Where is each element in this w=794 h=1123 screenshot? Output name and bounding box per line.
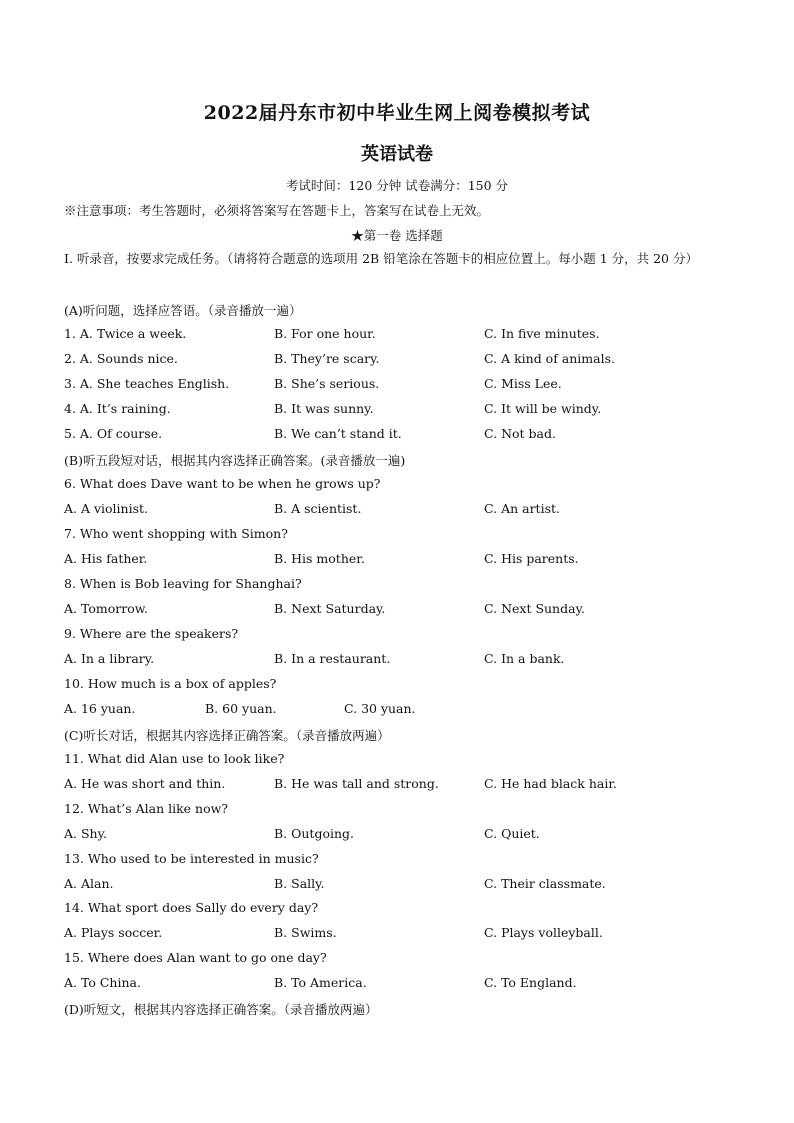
question-row bbox=[0, 326, 794, 346]
question-row bbox=[0, 826, 794, 846]
option-a: A. 16 yuan. bbox=[64, 701, 136, 716]
option-a: A. In a library. bbox=[64, 651, 155, 666]
option-b: B. In a restaurant. bbox=[274, 651, 391, 666]
question-row bbox=[0, 351, 794, 371]
option-b: B. Next Saturday. bbox=[274, 601, 386, 616]
option-a: A. His father. bbox=[64, 551, 148, 566]
question-row bbox=[0, 601, 794, 621]
option-c: C. His parents. bbox=[484, 551, 579, 566]
option-a: 5. A. Of course. bbox=[64, 426, 163, 441]
option-b: B. A scientist. bbox=[274, 501, 362, 516]
question-row bbox=[0, 651, 794, 671]
option-b: B. 60 yuan. bbox=[205, 701, 277, 716]
option-c: C. A kind of animals. bbox=[484, 351, 615, 366]
question-row bbox=[0, 376, 794, 396]
question-text: 6. What does Dave want to be when he grows up? bbox=[64, 476, 381, 491]
option-c: C. In five minutes. bbox=[484, 326, 600, 341]
question-text: 9. Where are the speakers? bbox=[64, 626, 239, 641]
option-c: C. Their classmate. bbox=[484, 876, 606, 891]
option-a: 4. A. It’s raining. bbox=[64, 401, 171, 416]
part-d-heading: (D)听短文，根据其内容选择正确答案。（录音播放两遍） bbox=[64, 1002, 378, 1017]
option-c: C. It will be windy. bbox=[484, 401, 602, 416]
option-c: C. Miss Lee. bbox=[484, 376, 562, 391]
question-row bbox=[0, 701, 794, 721]
option-c: C. An artist. bbox=[484, 501, 560, 516]
question-row bbox=[0, 401, 794, 421]
part-b-heading: (B)听五段短对话，根据其内容选择正确答案。(录音播放一遍) bbox=[64, 453, 406, 468]
option-b: B. We can’t stand it. bbox=[274, 426, 402, 441]
option-a: 3. A. She teaches English. bbox=[64, 376, 230, 391]
option-c: C. In a bank. bbox=[484, 651, 565, 666]
question-row bbox=[0, 776, 794, 796]
part-a-heading: (A)听问题，选择应答语。（录音播放一遍） bbox=[64, 303, 302, 318]
option-b: B. They’re scary. bbox=[274, 351, 380, 366]
section-intro: Ⅰ. 听录音，按要求完成任务。（请将符合题意的选项用 2B 铅笔涂在答题卡的相应位置上。每小题 1 分，共 20 分） bbox=[64, 251, 698, 266]
question-text: 13. Who used to be interested in music? bbox=[64, 851, 319, 866]
option-c: C. He had black hair. bbox=[484, 776, 617, 791]
option-a: 1. A. Twice a week. bbox=[64, 326, 187, 341]
option-a: A. Alan. bbox=[64, 876, 114, 891]
option-b: B. She’s serious. bbox=[274, 376, 380, 391]
exam-title: 2022届丹东市初中毕业生网上阅卷模拟考试 bbox=[203, 102, 591, 124]
question-text: 8. When is Bob leaving for Shanghai? bbox=[64, 576, 302, 591]
option-a: A. He was short and thin. bbox=[64, 776, 226, 791]
volume-heading: ★第一卷 选择题 bbox=[351, 228, 443, 243]
question-text: 12. What’s Alan like now? bbox=[64, 801, 229, 816]
option-c: C. To England. bbox=[484, 975, 577, 990]
option-a: A. To China. bbox=[64, 975, 141, 990]
option-c: C. Not bad. bbox=[484, 426, 556, 441]
question-row bbox=[0, 551, 794, 571]
option-c: C. 30 yuan. bbox=[344, 701, 416, 716]
question-text: 7. Who went shopping with Simon? bbox=[64, 526, 288, 541]
option-b: B. Outgoing. bbox=[274, 826, 355, 841]
option-c: C. Plays volleyball. bbox=[484, 925, 603, 940]
option-a: A. Shy. bbox=[64, 826, 107, 841]
notice: ※注意事项：考生答题时，必须将答案写在答题卡上，答案写在试卷上无效。 bbox=[64, 203, 490, 218]
question-row bbox=[0, 501, 794, 521]
option-a: A. A violinist. bbox=[64, 501, 149, 516]
option-a: A. Tomorrow. bbox=[64, 601, 148, 616]
question-row bbox=[0, 426, 794, 446]
option-b: B. It was sunny. bbox=[274, 401, 374, 416]
option-c: C. Quiet. bbox=[484, 826, 540, 841]
question-row bbox=[0, 975, 794, 995]
exam-subtitle: 英语试卷 bbox=[361, 144, 433, 165]
option-b: B. For one hour. bbox=[274, 326, 376, 341]
question-row bbox=[0, 925, 794, 945]
option-b: B. Sally. bbox=[274, 876, 325, 891]
question-text: 14. What sport does Sally do every day? bbox=[64, 900, 319, 915]
option-b: B. He was tall and strong. bbox=[274, 776, 439, 791]
option-b: B. His mother. bbox=[274, 551, 365, 566]
question-text: 15. Where does Alan want to go one day? bbox=[64, 950, 327, 965]
option-a: 2. A. Sounds nice. bbox=[64, 351, 178, 366]
part-c-heading: (C)听长对话，根据其内容选择正确答案。（录音播放两遍） bbox=[64, 728, 390, 743]
option-a: A. Plays soccer. bbox=[64, 925, 163, 940]
option-c: C. Next Sunday. bbox=[484, 601, 585, 616]
question-text: 10. How much is a box of apples? bbox=[64, 676, 277, 691]
option-b: B. To America. bbox=[274, 975, 367, 990]
question-text: 11. What did Alan use to look like? bbox=[64, 751, 285, 766]
question-row bbox=[0, 876, 794, 896]
option-b: B. Swims. bbox=[274, 925, 337, 940]
exam-info: 考试时间：120 分钟 试卷满分：150 分 bbox=[285, 178, 509, 193]
